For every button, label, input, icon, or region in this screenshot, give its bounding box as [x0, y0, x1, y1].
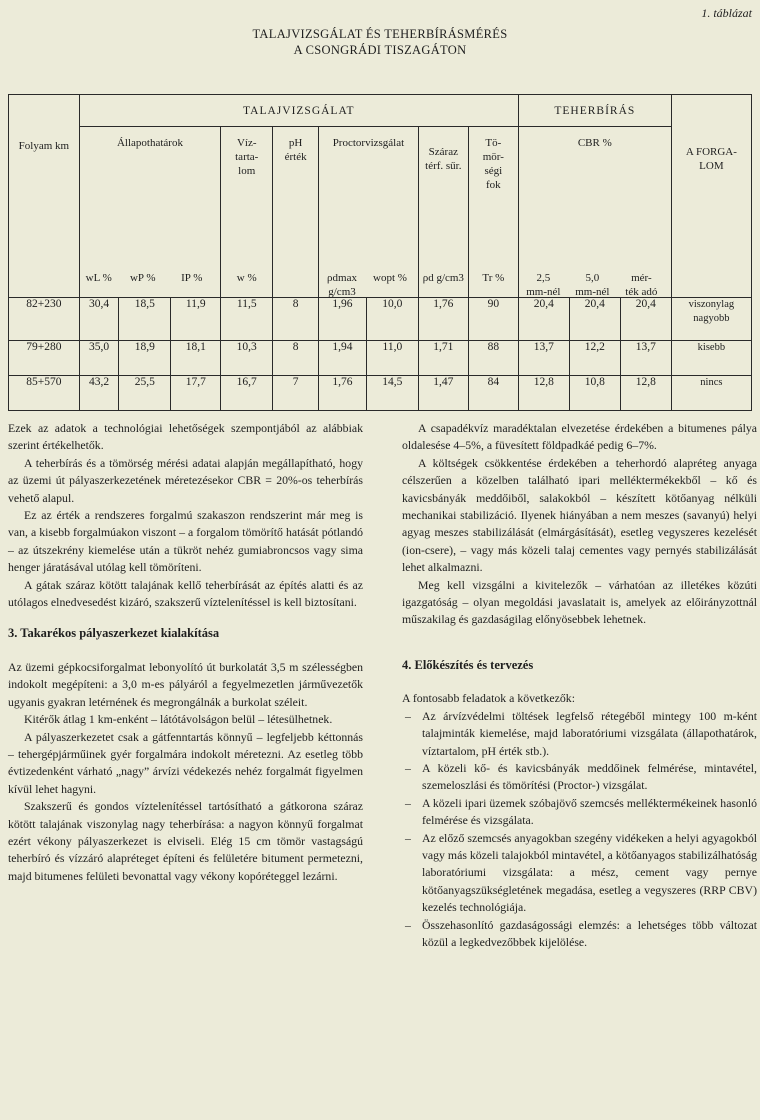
header-talajvizsgalat: TALAJVIZSGÁLAT [79, 95, 518, 127]
unit-w: w % [236, 272, 257, 284]
table-cell: 1,47 [418, 376, 468, 411]
title-line-1: TALAJVIZSGÁLAT ÉS TEHERBÍRÁSMÉRÉS [252, 27, 508, 41]
table-cell: 85+570 [9, 376, 80, 411]
unit-ip: IP % [181, 272, 203, 284]
paragraph: Ez az érték a rendszeres forgalmú szakaszon rendszerint már meg is van, a kisebb forgalmúakon viszont – a forgalom tömörítő hatását pótlandó – az útszekrény kiemelése után a tükröt nehéz gumiabroncsos vagy sima henger járatásával utólag kell tömöríteni. [8, 508, 363, 575]
table-cell: 12,8 [518, 376, 569, 411]
table-cell: 20,4 [620, 298, 671, 341]
paragraph: Az üzemi gépkocsiforgalmat lebonyolító út burkolatát 3,5 m szélességben indokolt megépíteni: a 3,0 m-es pályáról a fegyelmezetlen járművezetők ugyanis gyakran letérnének és megrongálnák a burkolat széleit. [8, 659, 363, 709]
header-szaraz: Száraz térf. sűr. ρd g/cm3 [418, 127, 468, 298]
table-cell: 90 [468, 298, 518, 341]
header-proctor: Proctorvizsgálat ρdmax g/cm3 wopt % [319, 127, 419, 298]
table-cell: 82+230 [9, 298, 80, 341]
header-allapothatarok: Állapothatárok wL % wP % IP % [79, 127, 220, 298]
paragraph: A gátak száraz kötött talajának kellő teherbírását az építés alatti és az utólagos elnedvesedést kizáró, szakszerű víztelenítéssel is kell biztosítani. [8, 577, 363, 610]
list-item: – Az előző szemcsés anyagokban szegény vidékeken a helyi agyagokból vagy más közeli talajokból mintavétel, a kötőanyagos stabilizálhatóság laboratóriumi vizsgálata: a mész, cement vagy pernye kötőanyagszükségletének megadása, esetleg a vegyszeres (RRP CBV) kezelés technológiája. [402, 830, 757, 917]
table-cell: 30,4 [79, 298, 119, 341]
table-cell: 12,8 [620, 376, 671, 411]
table-cell: 1,76 [319, 376, 367, 411]
table-row [9, 376, 752, 411]
table-cell: 1,71 [418, 341, 468, 376]
table-cell: 1,76 [418, 298, 468, 341]
paragraph: A pályaszerkezetet csak a gátfenntartás könnyű – legfeljebb kéttonnás – tehergépjárműinek gyér forgalmára indokolt méretezni. Az esetleg több évtizedenként várható „nagy” árvízi védekezés nehéz forgalmát figyelmen kívül lehet hagyni. [8, 729, 363, 796]
header-viztartalom: Víz-tarta-lom w % [221, 127, 273, 298]
header-forgalom: A FORGA-LOM [671, 95, 751, 298]
table-cell: 11,9 [171, 298, 221, 341]
paragraph: A fontosabb feladatok a következők: [402, 691, 575, 706]
table-cell: 20,4 [518, 298, 569, 341]
paragraph: Meg kell vizsgálni a kivitelezők – várhatóan az illetékes közúti igazgatóság – olyan megoldási javaslatait is, amelyek az előirányzottnál műszakilag és gazdaságilag előnyösebbek lehetnek. [402, 577, 757, 627]
table-cell: nincs [671, 376, 751, 411]
paragraph: A költségek csökkentése érdekében a teherhordó alapréteg anyaga célszerűen a közelben található ipari melléktermékekből – kő és kavicsbányák meddőiből, salakokból – készített kötőanyag nélküli mechanikai stabilizáció. Ilyenek hiányában a nem meszes (savanyú) helyi agyag meszes stabilizálását (elmárgásítását), esetleg vegyszeres kezelését (ion-csere), – vagy más közeli talaj cementes vagy pernyés stabilizálását lehet alkalmazni. [402, 455, 757, 575]
unit-tr: Tr % [482, 272, 505, 284]
paragraph: Szakszerű és gondos víztelenítéssel tartósítható a gátkorona száraz kötött talajának viszonylag nagy teherbírása: a nagyon könnyű forgalmat ezért vékony pályaszerkezet is elviseli. Elég 15 cm tömör vastagságú teherbíró és vízzáró alapréteget építeni és felületére bitument permetezni, majd bitumenes felületi bevonattal vagy vékony kopóréteggel lezárni. [8, 799, 363, 883]
table-cell: 79+280 [9, 341, 80, 376]
section-heading-3: 3. Takarékos pályaszerkezet kialakítása [8, 626, 220, 641]
header-ph: pH érték [273, 127, 319, 298]
table-cell: kisebb [671, 341, 751, 376]
left-column [8, 420, 363, 885]
unit-25mm: 2,5 mm-nél [526, 272, 561, 298]
table-cell: 13,7 [518, 341, 569, 376]
header-folyam-km: Folyam km [9, 95, 80, 298]
table-cell: 10,8 [569, 376, 620, 411]
table-cell: 8 [273, 298, 319, 341]
table-cell: 14,5 [366, 376, 418, 411]
table-row [9, 341, 752, 376]
table-cell: 10,0 [366, 298, 418, 341]
table-cell: 35,0 [79, 341, 119, 376]
list-item: – Összehasonlító gazdaságossági elemzés: a lehetséges több változat közül a legkedvezőbbek kijelölése. [402, 917, 757, 952]
data-table [8, 94, 752, 411]
list-item: – A közeli kő- és kavicsbányák meddőinek felmérése, mintavétel, szemeloszlási és tömörítési (Proctor-) vizsgálat. [402, 760, 757, 795]
paragraph: A teherbírás és a tömörség mérési adatai alapján megállapítható, hogy az üzemi út pályaszerkezetének méretezésekor CBR = 20%-os teherbírás vehető alapul. [8, 455, 363, 505]
unit-wl: wL % [85, 272, 112, 284]
table-cell: 88 [468, 341, 518, 376]
table-cell: 1,96 [319, 298, 367, 341]
unit-pd: ρd g/cm3 [422, 272, 464, 284]
table-cell: 18,1 [171, 341, 221, 376]
header-teherbiras: TEHERBÍRÁS [518, 95, 671, 127]
task-list [402, 708, 757, 952]
table-cell: 18,9 [119, 341, 171, 376]
table-cell: 13,7 [620, 341, 671, 376]
right-column [402, 420, 757, 951]
table-cell: 11,0 [366, 341, 418, 376]
unit-wopt: wopt % [373, 272, 407, 284]
table-cell: 17,7 [171, 376, 221, 411]
header-cbr: CBR % 2,5 mm-nél 5,0 mm-nél mér-ték adó [518, 127, 671, 298]
unit-mertekado: mér-ték adó [625, 272, 658, 298]
table-number: 1. táblázat [701, 6, 752, 20]
unit-50mm: 5,0 mm-nél [575, 272, 610, 298]
table-cell: 43,2 [79, 376, 119, 411]
table-cell: 12,2 [569, 341, 620, 376]
paragraph: A csapadékvíz maradéktalan elvezetése érdekében a bitumenes pálya oldalesése 4–5%, a füvesített földpadkáé pedig 6–7%. [402, 421, 757, 453]
table-row [9, 298, 752, 341]
table-cell: 7 [273, 376, 319, 411]
table-cell: 20,4 [569, 298, 620, 341]
table-cell: 84 [468, 376, 518, 411]
list-item: – A közeli ipari üzemek szóbajövő szemcsés melléktermékeinek hasonló felmérése és vizsgálata. [402, 795, 757, 830]
section-heading-4: 4. Előkészítés és tervezés [402, 657, 534, 672]
table-cell: 25,5 [119, 376, 171, 411]
table-cell: 8 [273, 341, 319, 376]
paragraph: Ezek az adatok a technológiai lehetőségek szempontjából az alábbiak szerint értékelhetők. [8, 421, 363, 453]
table-cell: 18,5 [119, 298, 171, 341]
list-item: – Az árvízvédelmi töltések legfelső rétegéből mintegy 100 m-ként talajminták kiemelése, majd laboratóriumi vizsgálata (állapothatárok, víztartalom, pH érték stb.). [402, 708, 757, 760]
unit-wp: wP % [129, 272, 156, 284]
table-cell: 10,3 [221, 341, 273, 376]
table-cell: 1,94 [319, 341, 367, 376]
table-cell: 11,5 [221, 298, 273, 341]
table-cell: viszonylag nagyobb [671, 298, 751, 341]
unit-pdmax: ρdmax g/cm3 [327, 272, 357, 298]
title-line-2: A CSONGRÁDI TISZAGÁTON [293, 43, 467, 57]
paragraph: Kitérők átlag 1 km-enként – látótávolságon belül – létesülhetnek. [24, 712, 333, 727]
header-tomorseg: Tö-mör-ségi fok Tr % [468, 127, 518, 298]
table-cell: 16,7 [221, 376, 273, 411]
